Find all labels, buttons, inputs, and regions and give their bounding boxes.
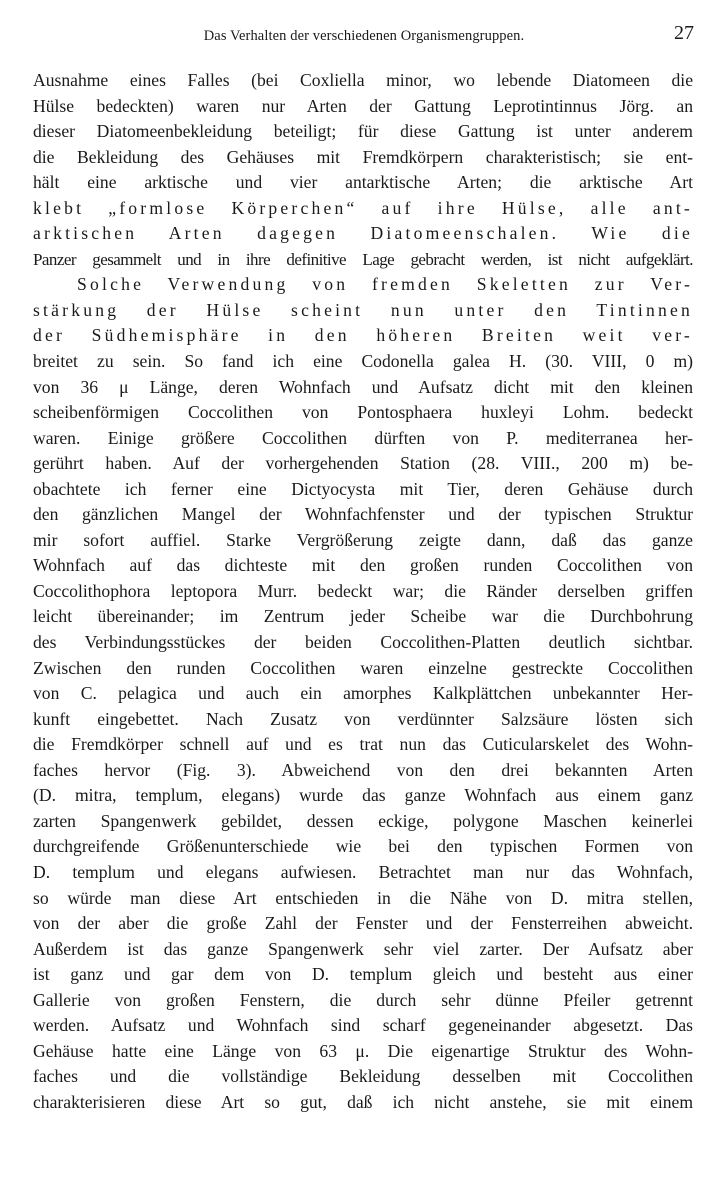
body-text	[33, 68, 693, 1115]
text-line: breitet zu sein. So fand ich eine Codonella galea H. (30. VIII, 0 m)	[33, 351, 693, 372]
text-line: Gehäuse hatte eine Länge von 63 μ. Die eigenartige Struktur des Wohn-	[33, 1040, 693, 1061]
text-line: gerührt haben. Auf der vorhergehenden Station (28. VIII., 200 m) be-	[33, 453, 693, 474]
text-line: scheibenförmigen Coccolithen von Pontosphaera huxleyi Lohm. bedeckt	[33, 402, 693, 423]
text-line: Wohnfach auf das dichteste mit den großen runden Coccolithen von	[33, 555, 693, 576]
text-line: durchgreifende Größenunterschiede wie bei den typischen Formen von	[33, 836, 693, 857]
text-line: so würde man diese Art entschieden in die Nähe von D. mitra stellen,	[33, 887, 693, 908]
text-line: arktischen Arten dagegen Diatomeenschalen. Wie die	[33, 223, 693, 244]
running-title: Das Verhalten der verschiedenen Organismengruppen.	[203, 28, 525, 44]
running-head	[34, 22, 694, 46]
text-line: den gänzlichen Mangel der Wohnfachfenster und der typischen Struktur	[33, 504, 693, 525]
text-line: des Verbindungsstückes der beiden Coccolithen-Platten deutlich sichtbar.	[33, 632, 693, 653]
text-line: hält eine arktische und vier antarktische Arten; die arktische Art	[33, 172, 693, 193]
text-line: Zwischen den runden Coccolithen waren einzelne gestreckte Coccolithen	[33, 657, 693, 678]
text-line: der Südhemisphäre in den höheren Breiten weit ver-	[33, 325, 693, 346]
text-line: Ausnahme eines Falles (bei Coxliella minor, wo lebende Diatomeen die	[33, 70, 693, 90]
text-line: (D. mitra, templum, elegans) wurde das ganze Wohnfach aus einem ganz	[33, 785, 693, 806]
text-line: Außerdem ist das ganze Spangenwerk sehr viel zarter. Der Aufsatz aber	[33, 938, 693, 959]
text-line: die Fremdkörper schnell auf und es trat nun das Cuticularskelet des Wohn-	[33, 734, 693, 755]
text-line: faches hervor (Fig. 3). Abweichend von den drei bekannten Arten	[33, 759, 693, 780]
text-line: stärkung der Hülse scheint nun unter den Tintinnen	[33, 299, 693, 320]
text-line: zarten Spangenwerk gebildet, dessen eckige, polygone Maschen keinerlei	[33, 810, 693, 831]
text-line: Hülse bedeckten) waren nur Arten der Gattung Leprotintinnus Jörg. an	[33, 95, 693, 116]
page-number: 27	[674, 22, 694, 44]
text-line: von 36 μ Länge, deren Wohnfach und Aufsatz dicht mit den kleinen	[33, 376, 693, 397]
text-line: werden. Aufsatz und Wohnfach sind scharf gegeneinander abgesetzt. Das	[33, 1015, 693, 1036]
text-line: kunft eingebettet. Nach Zusatz von verdünnter Salzsäure lösten sich	[33, 708, 693, 729]
text-line: charakterisieren diese Art so gut, daß ich nicht anstehe, sie mit einem	[33, 1091, 693, 1112]
text-line: leicht übereinander; im Zentrum jeder Scheibe war die Durchbohrung	[33, 606, 693, 627]
text-line: faches und die vollständige Bekleidung desselben mit Coccolithen	[33, 1066, 693, 1087]
text-line: Coccolithophora leptopora Murr. bedeckt war; die Ränder derselben griffen	[33, 580, 693, 601]
text-line: D. templum und elegans aufwiesen. Betrachtet man nur das Wohnfach,	[33, 861, 693, 882]
text-line: die Bekleidung des Gehäuses mit Fremdkörpern charakteristisch; sie ent-	[33, 146, 693, 167]
text-line: von C. pelagica und auch ein amorphes Kalkplättchen unbekannter Her-	[33, 683, 693, 704]
text-line: ist ganz und gar dem von D. templum gleich und besteht aus einer	[33, 964, 693, 985]
text-line: dieser Diatomeenbekleidung beteiligt; für diese Gattung ist unter anderem	[33, 121, 693, 142]
text-line: Gallerie von großen Fenstern, die durch sehr dünne Pfeiler getrennt	[33, 989, 693, 1010]
text-line: Panzer gesammelt und in ihre definitive Lage gebracht werden, ist nicht aufgeklärt.	[33, 249, 693, 269]
text-line: von der aber die große Zahl der Fenster und der Fensterreihen abweicht.	[33, 913, 693, 934]
text-line: mir sofort auffiel. Starke Vergrößerung zeigte dann, daß das ganze	[33, 529, 693, 550]
text-line: obachtete ich ferner eine Dictyocysta mit Tier, deren Gehäuse durch	[33, 478, 693, 499]
text-line: waren. Einige größere Coccolithen dürften von P. mediterranea her-	[33, 427, 693, 448]
text-line: Solche Verwendung von fremden Skeletten zur Ver-	[77, 274, 693, 295]
text-line: klebt „formlose Körperchen“ auf ihre Hülse, alle ant-	[33, 197, 693, 218]
